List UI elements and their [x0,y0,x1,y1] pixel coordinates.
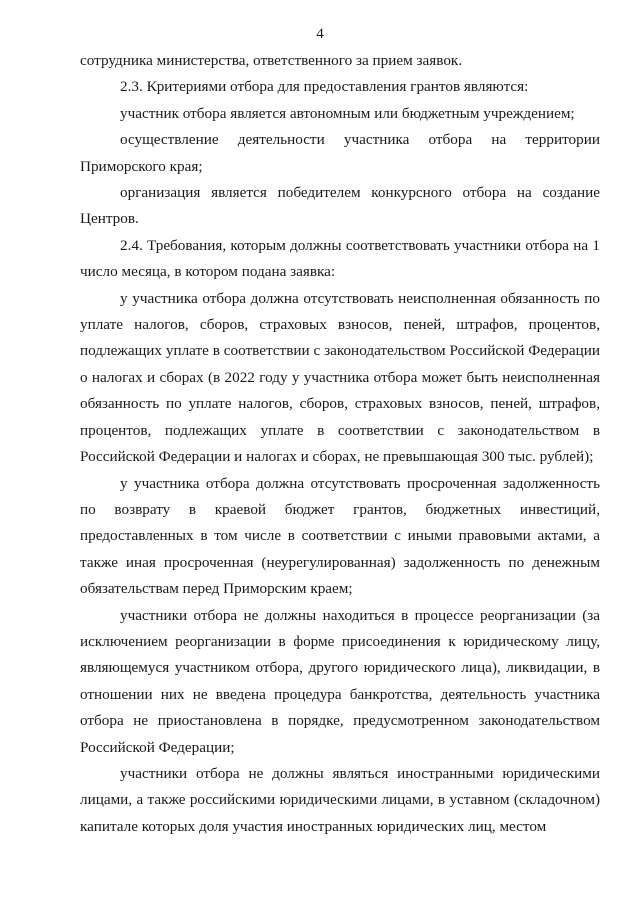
paragraph-criterion-territory: осуществление деятельности участника отбора на территории Приморского края; [80,131,600,175]
paragraph-section-2-4: 2.4. Требования, которым должны соответствовать участники отбора на 1 число месяца, в котором подана заявка: [80,236,600,281]
paragraph-continuation: сотрудника министерства, ответственного за прием заявок. [80,52,463,69]
document-body [80,48,600,840]
paragraph-section-2-3: 2.3. Критериями отбора для предоставления грантов являются: [120,78,529,96]
paragraph-requirement-debt: у участника отбора должна отсутствовать просроченная задолженность по возврату в краевой бюджет грантов, бюджетных инвестиций, предоставленных в том числе в соответствии с иными правовыми актами, а также иная просроченная (неурегулированная) задолженность по денежным обязательствам перед Приморским краем; [80,474,600,598]
paragraph-requirement-taxes: у участника отбора должна отсутствовать неисполненная обязанность по уплате налогов, сборов, страховых взносов, пеней, штрафов, процентов, подлежащих уплате в соответствии с законодательством Российской Федерации о налогах и сборах (в 2022 году у участника отбора может быть неисполненная обязанность по уплате налогов, сборов, страховых взносов, пеней, штрафов, процентов, подлежащих уплате в соответствии с законодательством в Российской Федерации и налогах и сборах, не превышающая 300 тыс. рублей); [80,289,600,466]
page-number: 4 [316,26,324,42]
paragraph-requirement-reorganization: участники отбора не должны находиться в процессе реорганизации (за исключением реорганизации в форме присоединения к юридическому лицу, являющемуся участником отбора, другого юридического лица), ликвидации, в отношении них не введена процедура банкротства, деятельность участника отбора не приостановлена в порядке, предусмотренном законодательством Российской Федерации; [80,606,600,756]
paragraph-requirement-foreign: участники отбора не должны являться иностранными юридическими лицами, а также российскими юридическими лицами, в уставном (складочном) капитале которых доля участия иностранных юридических лиц, местом [80,764,600,835]
paragraph-criterion-winner: организация является победителем конкурсного отбора на создание Центров. [80,184,600,228]
paragraph-criterion-institution: участник отбора является автономным или бюджетным учреждением; [120,104,575,122]
